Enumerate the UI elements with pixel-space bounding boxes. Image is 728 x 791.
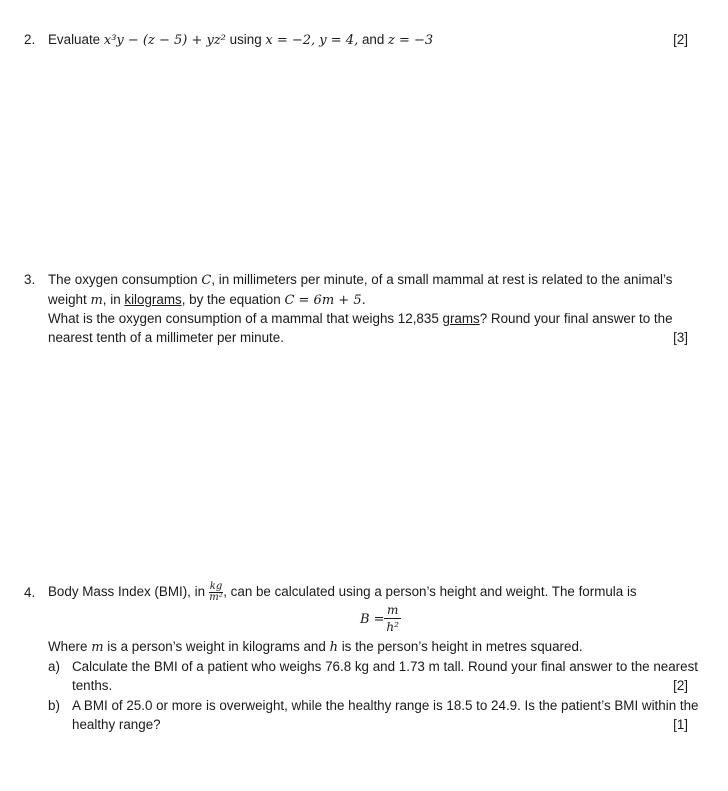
q2-and-word: and: [361, 32, 385, 47]
q3-line3-text-b: ? Round your final answer to the: [479, 311, 673, 326]
q3-unit-grams: grams: [442, 311, 480, 326]
q4-formula-numerator: m: [384, 602, 401, 619]
question-3-marks: [3]: [673, 330, 688, 345]
q4-intro: [48, 578, 637, 606]
q4-part-b-marks: [1]: [673, 717, 688, 732]
q4-formula-fraction: [384, 602, 401, 635]
q4-intro-text-a: Body Mass Index (BMI), in: [48, 584, 206, 599]
q3-unit-kilograms: kilograms: [124, 292, 182, 307]
q4-part-a-line-1: Calculate the BMI of a patient who weighs 76.8 kg and 1.73 m tall. Round your final answer to the nearest: [72, 659, 699, 674]
q4-intro-text-b: , can be calculated using a person’s height and weight. The formula is: [223, 584, 637, 599]
q2-last-value: z = −3: [388, 33, 434, 48]
question-2-marks: [2]: [673, 32, 688, 47]
q4-part-b-line-1: A BMI of 25.0 or more is overweight, while the healthy range is 18.5 to 24.9. Is the patient’s BMI within the: [72, 698, 699, 713]
q4-part-a-label: a): [48, 659, 60, 674]
q2-using-word: using: [229, 32, 262, 47]
q4-formula-denominator: h²: [386, 620, 399, 634]
q4-where-h: h: [329, 640, 338, 655]
q3-line-4: nearest tenth of a millimeter per minute.: [48, 330, 284, 345]
q3-line3-text-a: What is the oxygen consumption of a mammal that weighs 12,835: [48, 311, 439, 326]
q2-values: x = −2, y = 4,: [265, 33, 359, 48]
question-2-text: [48, 31, 433, 50]
q4-where-text-c: is the person’s height in metres squared.: [341, 639, 583, 654]
q3-var-c: C: [201, 273, 212, 288]
q4-unit-numerator: kg: [209, 580, 223, 592]
q3-line1-text-b: , in millimeters per minute, of a small mammal at rest is related to the animal’s: [211, 272, 673, 287]
q3-line2-text-a: weight: [48, 292, 87, 307]
q4-unit-fraction: [209, 582, 223, 603]
q2-evaluate-word: Evaluate: [48, 32, 101, 47]
q3-equation: C = 6m + 5.: [284, 293, 366, 308]
q3-line-2: [48, 291, 366, 310]
q4-unit-denominator: m²: [209, 591, 223, 603]
q4-where-text-a: Where: [48, 639, 88, 654]
question-3-number: 3.: [24, 272, 36, 287]
q4-part-b-line-2: healthy range?: [72, 717, 161, 732]
q4-formula-lhs: B =: [360, 612, 385, 627]
q3-line-3: [48, 310, 673, 328]
question-4-number: 4.: [24, 585, 36, 600]
q4-where-text-b: is a person’s weight in kilograms and: [107, 639, 326, 654]
q4-part-b-label: b): [48, 698, 60, 713]
q3-var-m: m: [90, 293, 103, 308]
q3-line2-text-c: , by the equation: [181, 292, 281, 307]
q3-line2-text-b: , in: [102, 292, 121, 307]
q3-line-1: [48, 271, 672, 290]
q4-where-line: [48, 638, 583, 657]
question-2-number: 2.: [24, 32, 36, 47]
q4-where-m: m: [91, 640, 104, 655]
q3-line1-text-a: The oxygen consumption: [48, 272, 198, 287]
q4-part-a-line-2: tenths.: [72, 678, 113, 693]
q4-part-a-marks: [2]: [673, 678, 688, 693]
q2-expression: x³y − (z − 5) + yz²: [103, 33, 226, 48]
